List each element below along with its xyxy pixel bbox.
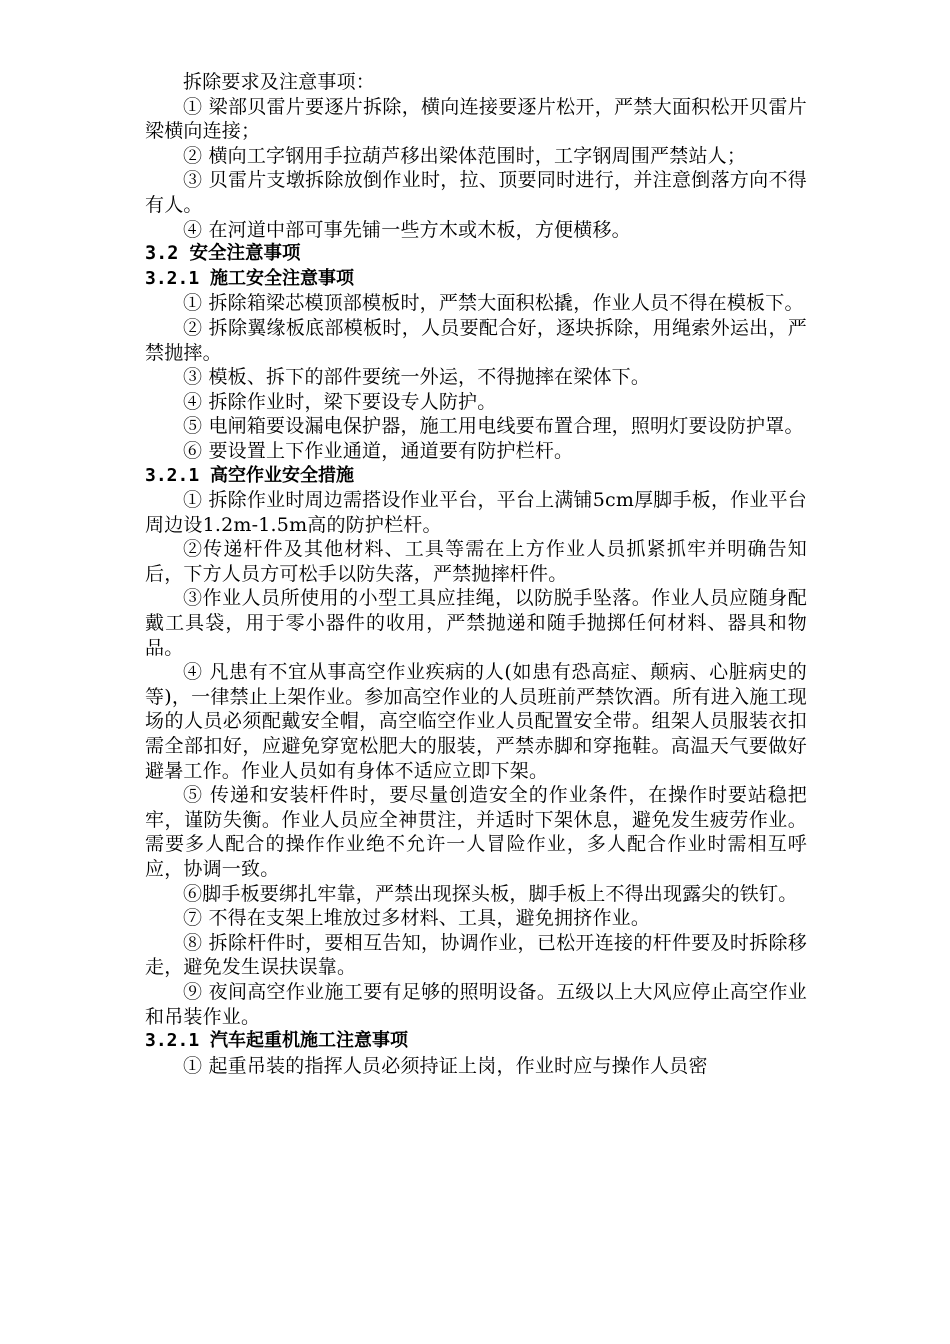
construction-item-2: ② 拆除翼缘板底部模板时，人员要配合好，逐块拆除，用绳索外运出，严禁抛摔。 [145, 316, 807, 364]
section-crane [145, 1029, 807, 1078]
intro-item-3: ③ 贝雷片支墩拆除放倒作业时，拉、顶要同时进行，并注意倒落方向不得有人。 [145, 169, 807, 216]
height-item-7: ⑦ 不得在支架上堆放过多材料、工具，避免拥挤作业。 [183, 907, 651, 930]
construction-item-5: ⑤ 电闸箱要设漏电保护器，施工用电线要布置合理，照明灯要设防护罩。 [183, 415, 804, 438]
height-item-2: ②传递杆件及其他材料、工具等需在上方作业人员抓紧抓牢并明确告知后，下方人员方可松手以防失落，严禁抛摔杆件。 [145, 538, 807, 585]
section-intro [145, 70, 807, 242]
construction-item-3: ③ 模板、拆下的部件要统一外运，不得抛摔在梁体下。 [183, 366, 651, 389]
height-item-4: ④ 凡患有不宜从事高空作业疾病的人(如患有恐高症、颠病、心脏病史的等)，一律禁止上架作业。参加高空作业的人员班前严禁饮酒。所有进入施工现场的人员必须配戴安全帽，高空临空作业人员配置安全带。组架人员服装衣扣需全部扣好，应避免穿宽松肥大的服装，严禁赤脚和穿拖鞋。高温天气要做好避暑工作。作业人员如有身体不适应立即下架。 [145, 661, 807, 782]
intro-item-4: ④ 在河道中部可事先铺一些方木或木板，方便横移。 [183, 218, 631, 241]
height-item-6: ⑥脚手板要绑扎牢靠，严禁出现探头板，脚手板上不得出现露尖的铁钉。 [183, 882, 798, 905]
subsection-heading-height: 3.2.1 高空作业安全措施 [145, 464, 355, 486]
construction-item-6: ⑥ 要设置上下作业通道，通道要有防护栏杆。 [183, 439, 574, 462]
section-height-work [145, 464, 807, 1030]
document-page [145, 70, 807, 1078]
intro-item-1: ① 梁部贝雷片要逐片拆除，横向连接要逐片松开，严禁大面积松开贝雷片梁横向连接； [145, 95, 807, 143]
height-item-5: ⑤ 传递和安装杆件时，要尽量创造安全的作业条件，在操作时要站稳把牢，谨防失衡。作业人员应全神贯注，并适时下架休息，避免发生疲劳作业。需要多人配合的操作作业绝不允许一人冒险作业，多人配合作业时需相互呼应，协调一致。 [145, 784, 807, 880]
intro-item-2: ② 横向工字钢用手拉葫芦移出梁体范围时，工字钢周围严禁站人； [183, 144, 747, 167]
construction-item-1: ① 拆除箱梁芯模顶部模板时，严禁大面积松撬，作业人员不得在模板下。 [183, 292, 804, 315]
height-item-1: ① 拆除作业时周边需搭设作业平台，平台上满铺5cm厚脚手板，作业平台周边设1.2m-1.5m高的防护栏杆。 [145, 489, 807, 536]
crane-item-1: ① 起重吊装的指挥人员必须持证上岗，作业时应与操作人员密 [183, 1054, 708, 1077]
height-item-9: ⑨ 夜间高空作业施工要有足够的照明设备。五级以上大风应停止高空作业和吊装作业。 [145, 980, 807, 1028]
intro-heading: 拆除要求及注意事项： [183, 71, 376, 93]
height-item-8: ⑧ 拆除杆件时，要相互告知，协调作业，已松开连接的杆件要及时拆除移走，避免发生误扶误靠。 [145, 931, 807, 979]
height-item-3: ③作业人员所使用的小型工具应挂绳，以防脱手坠落。作业人员应随身配戴工具袋，用于零小器件的收用，严禁抛递和随手抛掷任何材料、器具和物品。 [145, 587, 807, 659]
section-construction-safety [145, 267, 807, 464]
section-heading-3-2: 3.2 安全注意事项 [145, 243, 301, 265]
construction-item-4: ④ 拆除作业时，梁下要设专人防护。 [183, 390, 497, 413]
subsection-heading-crane: 3.2.1 汽车起重机施工注意事项 [145, 1030, 409, 1052]
subsection-heading-construction: 3.2.1 施工安全注意事项 [145, 267, 355, 289]
